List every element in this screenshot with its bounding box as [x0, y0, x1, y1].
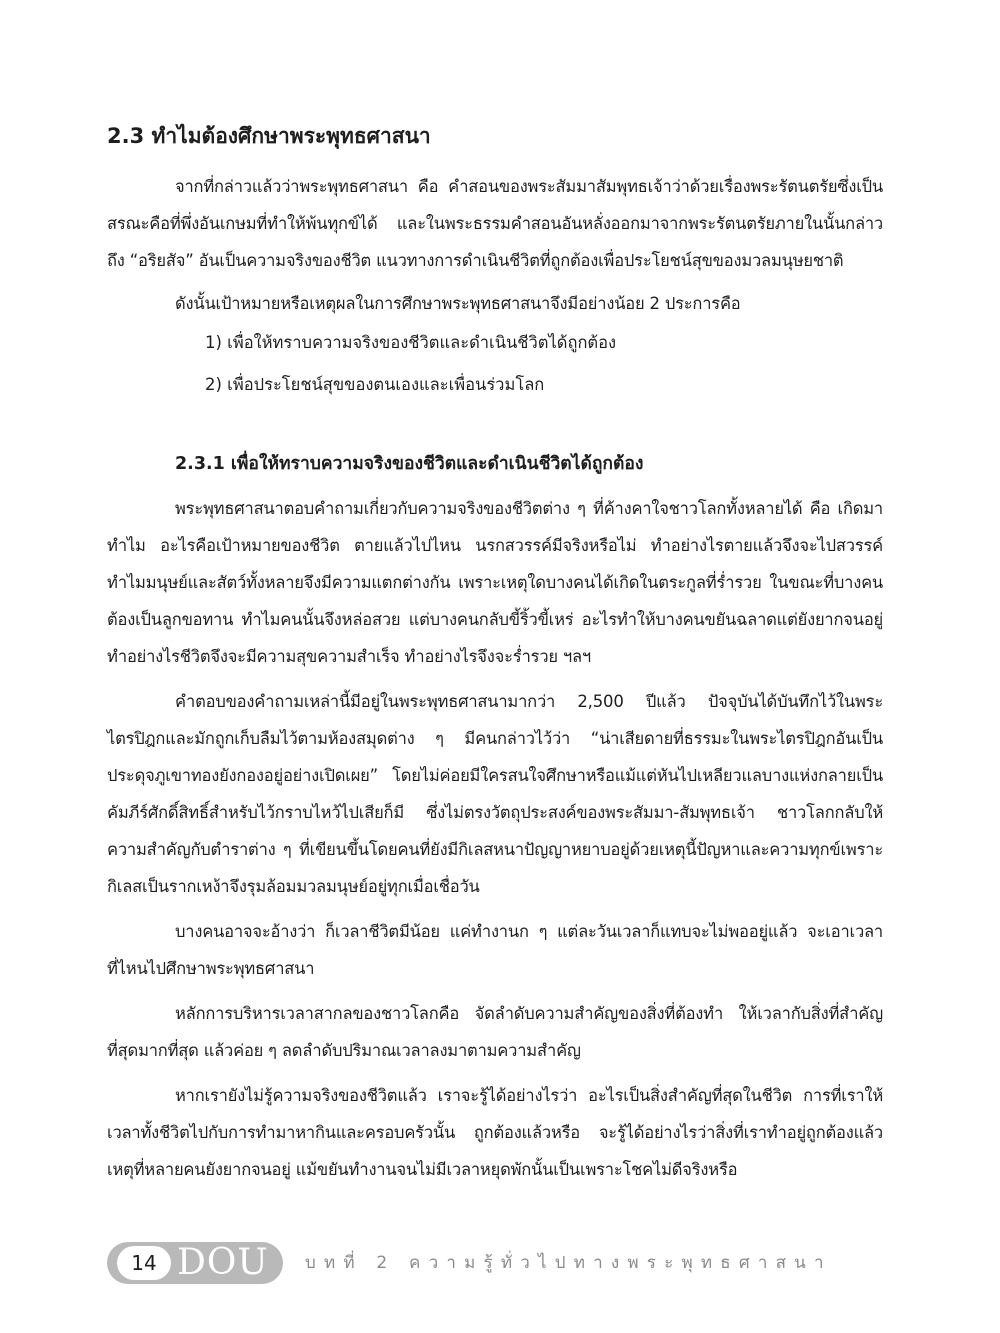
- subsection-paragraph: หลักการบริหารเวลาสากลของชาวโลกคือ จัดลำดับความสำคัญของสิ่งที่ต้องทำ ให้เวลากับสิ่งที่สำคัญที่สุดมากที่สุด แล้วค่อย ๆ ลดลำดับปริมาณเวลาลงมาตามความสำคัญ: [107, 1004, 883, 1060]
- goal-list-item: 1) เพื่อให้ทราบความจริงของชีวิตและดำเนินชีวิตได้ถูกต้อง: [205, 333, 617, 352]
- section-title: 2.3 ทำไมต้องศึกษาพระพุทธศาสนา: [107, 124, 431, 148]
- subsection-paragraph: บางคนอาจจะอ้างว่า ก็เวลาชีวิตมีน้อย แค่ทำงานก ๆ แต่ละวันเวลาก็แทบจะไม่พออยู่แล้ว จะเอาเวลาที่ไหนไปศึกษาพระพุทธศาสนา: [107, 922, 883, 978]
- section-paragraph: จากที่กล่าวแล้วว่าพระพุทธศาสนา คือ คำสอนของพระสัมมาสัมพุทธเจ้าว่าด้วยเรื่องพระรัตนตรัยซึ่งเป็นสรณะคือที่พึ่งอันเกษมที่ทำให้พ้นทุกข์ได้ และในพระธรรมคำสอนอันหลั่งออกมาจากพระรัตนตรัยภายในนั้นกล่าวถึง “อริยสัจ” อันเป็นความจริงของชีวิต แนวทางการดำเนินชีวิตที่ถูกต้องเพื่อประโยชน์สุขของมวลมนุษยชาติ: [107, 177, 883, 270]
- subsection-title: 2.3.1 เพื่อให้ทราบความจริงของชีวิตและดำเนินชีวิตได้ถูกต้อง: [175, 454, 644, 474]
- subsection-paragraph: หากเรายังไม่รู้ความจริงของชีวิตแล้ว เราจะรู้ได้อย่างไรว่า อะไรเป็นสิ่งสำคัญที่สุดในชีวิต การที่เราให้เวลาทั้งชีวิตไปกับการทำมาหากินและครอบครัวนั้น ถูกต้องแล้วหรือ จะรู้ได้อย่างไรว่าสิ่งที่เราทำอยู่ถูกต้องแล้ว เหตุที่หลายคนยังยากจนอยู่ แม้ขยันทำงานจนไม่มีเวลาหยุดพักนั้นเป็นเพราะโชคไม่ดีจริงหรือ: [107, 1086, 883, 1179]
- section-paragraph: ดังนั้นเป้าหมายหรือเหตุผลในการศึกษาพระพุทธศาสนาจึงมีอย่างน้อย 2 ประการคือ: [175, 294, 741, 313]
- dou-logo: DOU: [177, 1242, 269, 1283]
- page-badge: [107, 1242, 283, 1284]
- subsection-paragraph: คำตอบของคำถามเหล่านี้มีอยู่ในพระพุทธศาสนามากว่า 2,500 ปีแล้ว ปัจจุบันได้บันทึกไว้ในพระไตรปิฎกและมักถูกเก็บลืมไว้ตามห้องสมุดต่าง ๆ มีคนกล่าวไว้ว่า “น่าเสียดายที่ธรรมะในพระไตรปิฎกอันเป็นประดุจภูเขาทองยังกองอยู่อย่างเปิดเผย” โดยไม่ค่อยมีใครสนใจศึกษาหรือแม้แต่หันไปเหลียวแลบางแห่งกลายเป็นคัมภีร์ศักดิ์สิทธิ์สำหรับไว้กราบไหว้ไปเสียก็มี ซึ่งไม่ตรงวัตถุประสงค์ของพระสัมมา-สัมพุทธเจ้า ชาวโลกกลับให้ความสำคัญกับตำราต่าง ๆ ที่เขียนขึ้นโดยคนที่ยังมีกิเลสหนาปัญญาหยาบอยู่ด้วยเหตุนี้ปัญหาและความทุกข์เพราะกิเลสเป็นรากเหง้าจึงรุมล้อมมวลมนุษย์อยู่ทุกเมื่อเชื่อวัน: [107, 692, 883, 896]
- subsection-paragraph: พระพุทธศาสนาตอบคำถามเกี่ยวกับความจริงของชีวิตต่าง ๆ ที่ค้างคาใจชาวโลกทั้งหลายได้ คือ เกิดมาทำไม อะไรคือเป้าหมายของชีวิต ตายแล้วไปไหน นรกสวรรค์มีจริงหรือไม่ ทำอย่างไรตายแล้วจึงจะไปสวรรค์ ทำไมมนุษย์และสัตว์ทั้งหลายจึงมีความแตกต่างกัน เพราะเหตุใดบางคนได้เกิดในตระกูลที่ร่ำรวย ในขณะที่บางคนต้องเป็นลูกขอทาน ทำไมคนนั้นจึงหล่อสวย แต่บางคนกลับขี้ริ้วขี้เหร่ อะไรทำให้บางคนขยันฉลาดแต่ยังยากจนอยู่ ทำอย่างไรชีวิตจึงจะมีความสุขความสำเร็จ ทำอย่างไรจึงจะร่ำรวย ฯลฯ: [107, 499, 883, 666]
- chapter-title: บทที่ 2 ความรู้ทั่วไปทางพระพุทธศาสนา: [305, 1253, 832, 1273]
- page-content: [107, 118, 883, 1188]
- goal-list-item: 2) เพื่อประโยชน์สุขของตนเองและเพื่อนร่วมโลก: [205, 375, 545, 394]
- page-footer: [107, 1242, 887, 1288]
- page-number: 14: [117, 1246, 171, 1280]
